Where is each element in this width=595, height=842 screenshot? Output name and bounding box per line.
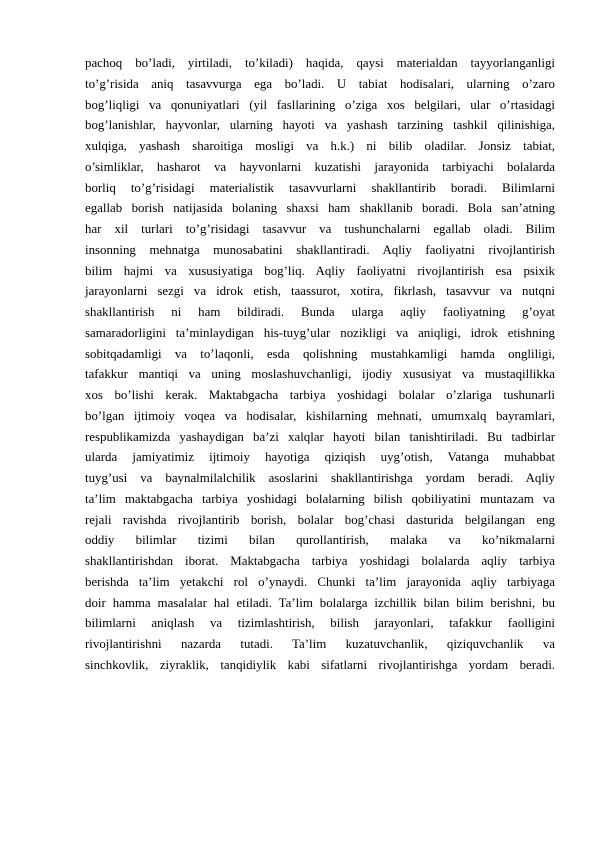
text-line: tafakkur mantiqi va uning moslashuvchanligi, ijodiy xususiyat va mustaqillikka xyxy=(85,367,555,382)
text-line: xulqiga, yashash sharoitiga mosligi va h.k.) ni bilib oladilar. Jonsiz tabiat, xyxy=(85,139,555,153)
text-line: bog’lanishlar, hayvonlar, ularning hayoti va yashash tarzining tashkil qilinishiga, xyxy=(85,118,555,133)
text-line: to’g’risida aniq tasavvurga ega bo’ladi. U tabiat hodisalari, ularning o’zaro xyxy=(85,76,555,91)
text-line: tuyg’usi va baynalmilalchilik asoslarini shakllantirishga yordam beradi. Aqliy xyxy=(85,471,555,485)
text-line: sinchkovlik, ziyraklik, tanqidiylik kabi sifatlarni rivojlantirishga yordam beradi. xyxy=(85,657,555,672)
text-line: pachoq bo’ladi, yirtiladi, to’kiladi) haqida, qaysi materialdan tayyorlanganligi xyxy=(85,56,555,70)
text-line: bilimlarni aniqlash va tizimlashtirish, bilish jarayonlari, tafakkur faolligini xyxy=(85,616,555,631)
text-line: berishda ta’lim yetakchi rol o’ynaydi. Chunki ta’lim jarayonida aqliy tarbiyaga xyxy=(85,574,555,589)
text-line: shakllantirish ni ham bildiradi. Bunda ularga aqliy faoliyatning g’oyat xyxy=(85,305,555,319)
text-line: shakllantirishdan iborat. Maktabgacha tarbiya yoshidagi bolalarda aqliy tarbiya xyxy=(85,554,555,568)
text-line: ta’lim maktabgacha tarbiya yoshidagi bolalarning bilish qobiliyatini muntazam va xyxy=(85,491,555,506)
text-line: har xil turlari to’g’risidagi tasavvur va tushunchalarni egallab oladi. Bilim xyxy=(85,222,555,236)
text-line: oddiy bilimlar tizimi bilan qurollantirish, malaka va ko’nikmalarni xyxy=(85,533,555,548)
text-line: samaradorligini ta’minlaydigan his-tuyg’ular nozikligi va aniqligi, idrok etishning xyxy=(85,325,555,340)
body-text xyxy=(85,53,555,676)
text-line: respublikamizda yashaydigan ba’zi xalqlar hayoti bilan tanishtiriladi. Bu tadbirlar xyxy=(85,429,555,444)
text-line: ularda jamiyatimiz ijtimoiy hayotiga qiziqish uyg’otish, Vatanga muhabbat xyxy=(85,450,555,465)
text-line: insonning mehnatga munosabatini shakllantiradi. Aqliy faoliyatni rivojlantirish xyxy=(85,242,555,257)
text-line: rejali ravishda rivojlantirib borish, bolalar bog’chasi dasturida belgilangan eng xyxy=(85,512,555,527)
text-line: borliq to’g’risidagi materialistik tasavvurlarni shakllantirib boradi. Bilimlarni xyxy=(85,180,555,195)
text-line: rivojlantirishni nazarda tutadi. Ta’lim kuzatuvchanlik, qiziquvchanlik va xyxy=(85,637,555,651)
text-line: bilim hajmi va xususiyatiga bog’liq. Aqliy faoliyatni rivojlantirish esa psixik xyxy=(85,263,555,278)
text-line: xos bo’lishi kerak. Maktabgacha tarbiya yoshidagi bolalar o’zlariga tushunarli xyxy=(85,388,555,402)
text-line: sobitqadamligi va to’laqonli, esda qolishning mustahkamligi hamda ongliligi, xyxy=(85,346,555,361)
text-line: bog’liqligi va qonuniyatlari (yil fasllarining o’ziga xos belgilari, ular o’rtasidagi xyxy=(85,97,555,112)
text-line: egallab borish natijasida bolaning shaxsi ham shakllanib boradi. Bola san’atning xyxy=(85,201,555,216)
text-line: doir hamma masalalar hal etiladi. Ta’lim bolalarga izchillik bilan bilim berishni, bu xyxy=(85,595,555,610)
text-line: jarayonlarni sezgi va idrok etish, taassurot, xotira, fikrlash, tasavvur va nutqni xyxy=(85,284,555,299)
text-line: o’simliklar, hasharot va hayvonlarni kuzatishi jarayonida tarbiyachi bolalarda xyxy=(85,159,555,174)
text-line: bo’lgan ijtimoiy voqea va hodisalar, kishilarning mehnati, umumxalq bayramlari, xyxy=(85,408,555,423)
